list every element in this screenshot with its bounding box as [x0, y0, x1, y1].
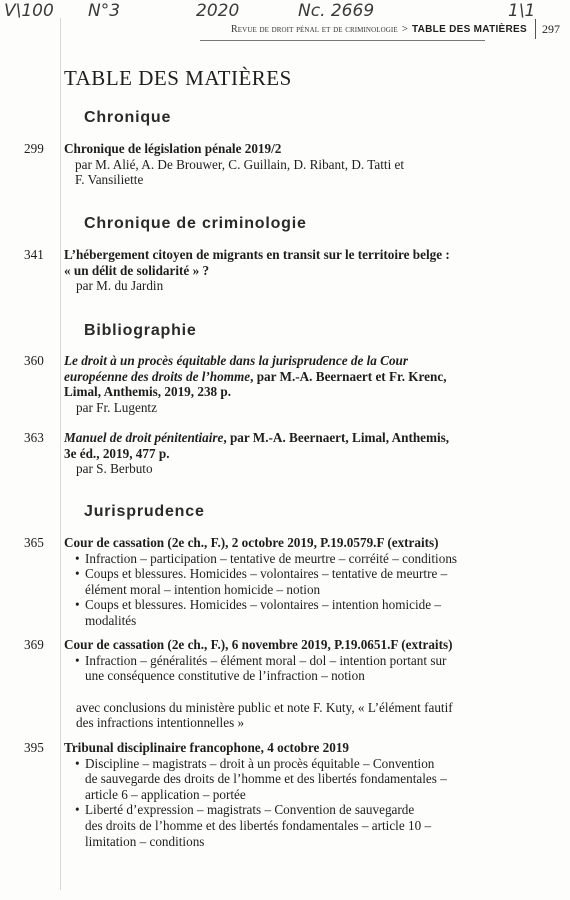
- bullet-cont: une conséquence constitutive de l’infraction – notion: [85, 668, 365, 684]
- header-section: TABLE DES MATIÈRES: [411, 23, 527, 35]
- entry-title-italic: européenne des droits de l’homme: [64, 368, 251, 384]
- keyword-bullet: [64, 566, 504, 582]
- header-rule: [200, 40, 485, 41]
- entry-title-cont: [64, 369, 504, 385]
- header-divider: [535, 19, 536, 39]
- entry-page: 365: [24, 535, 44, 550]
- entry-body: [64, 353, 504, 415]
- bullet-text: Coups et blessures. Homicides – volontaires – tentative de meurtre –: [85, 566, 448, 582]
- entry-body: [64, 430, 504, 477]
- bullet-icon: •: [75, 802, 80, 818]
- entry-title: Chronique de législation pénale 2019/2: [64, 141, 282, 156]
- handwritten-note-1: V\100: [4, 1, 54, 21]
- entry-authors: par M. Alié, A. De Brouwer, C. Guillain, D. Ribant, D. Tatti et: [75, 156, 405, 172]
- handwritten-note-3: 2020: [196, 1, 240, 21]
- entry-title: Cour de cassation (2e ch., F.), 2 octobre 2019, P.19.0579.F (extraits): [64, 535, 439, 550]
- entry-body: [64, 637, 504, 731]
- page-title: TABLE DES MATIÈRES: [64, 66, 292, 90]
- bullet-cont: des droits de l’homme et des libertés fondamentales – article 10 –: [85, 817, 432, 833]
- bullet-cont: élément moral – intention homicide – notion: [85, 581, 321, 597]
- keyword-bullet: [64, 802, 504, 818]
- entry-note-cont: des infractions intentionnelles »: [76, 715, 245, 731]
- section-heading-jurisprudence: Jurisprudence: [84, 503, 205, 520]
- bullet-cont: limitation – conditions: [85, 833, 205, 849]
- bullet-icon: •: [75, 597, 80, 613]
- bullet-icon: •: [75, 550, 80, 566]
- entry-body: [64, 535, 504, 629]
- keyword-bullet: [64, 597, 504, 613]
- bullet-cont: article 6 – application – portée: [85, 786, 246, 802]
- keyword-bullet: [64, 653, 504, 669]
- entry-title-rest: , par M.-A. Beernaert et Fr. Krenc,: [250, 368, 447, 384]
- entry-authors: par M. du Jardin: [76, 278, 164, 294]
- entry-title: [64, 430, 504, 446]
- bullet-text: Infraction – participation – tentative de meurtre – corréité – conditions: [85, 550, 458, 566]
- bullet-icon: •: [75, 755, 80, 771]
- entry-body: [64, 247, 504, 294]
- bullet-text: Discipline – magistrats – droit à un procès équitable – Convention: [85, 755, 435, 771]
- entry-title: Cour de cassation (2e ch., F.), 6 novembre 2019, P.19.0651.F (extraits): [64, 637, 453, 652]
- entry-publisher: 3e éd., 2019, 477 p.: [64, 445, 170, 461]
- handwritten-note-5: 1\1: [508, 1, 536, 21]
- entry-title: Tribunal disciplinaire francophone, 4 octobre 2019: [64, 740, 350, 755]
- entry-body: [64, 740, 504, 849]
- entry-page: 363: [24, 430, 44, 445]
- breadcrumb-arrow: >: [401, 23, 408, 35]
- running-header: [231, 18, 560, 40]
- entry-page: 360: [24, 353, 44, 368]
- entry-title-italic: Manuel de droit pénitentiaire: [64, 430, 224, 445]
- entry-page: 395: [24, 740, 44, 755]
- entry-body: [64, 141, 504, 188]
- entry-note: avec conclusions du ministère public et note F. Kuty, « L’élément fautif: [76, 699, 453, 715]
- entry-page: 341: [24, 247, 44, 262]
- bullet-text: Coups et blessures. Homicides – volontaires – intention homicide –: [85, 597, 442, 613]
- entry-title-cont: « un délit de solidarité » ?: [64, 262, 210, 278]
- journal-name: Revue de droit pénal et de criminologie: [231, 23, 398, 35]
- bullet-icon: •: [75, 566, 80, 582]
- keyword-bullet: [64, 551, 504, 567]
- keyword-bullet: [64, 756, 504, 772]
- entry-reviewer: par Fr. Lugentz: [76, 399, 157, 415]
- entry-page: 369: [24, 637, 44, 652]
- margin-rule: [60, 18, 61, 890]
- bullet-cont: de sauvegarde des droits de l’homme et des libertés fondamentales –: [85, 771, 447, 787]
- entry-title: Le droit à un procès équitable dans la jurisprudence de la Cour: [64, 353, 409, 368]
- entry-title: L’hébergement citoyen de migrants en transit sur le territoire belge :: [64, 247, 450, 262]
- entry-publisher: Limal, Anthemis, 2019, 238 p.: [64, 384, 232, 400]
- section-heading-chronique: Chronique: [84, 109, 172, 126]
- handwritten-note-2: N°3: [88, 1, 121, 21]
- entry-authors-cont: F. Vansiliette: [75, 172, 144, 188]
- bullet-icon: •: [75, 652, 80, 668]
- section-heading-criminologie: Chronique de criminologie: [84, 215, 307, 232]
- entry-page: 299: [24, 141, 44, 156]
- bullet-text: Infraction – généralités – élément moral – dol – intention portant sur: [85, 652, 447, 668]
- bullet-cont: modalités: [85, 612, 137, 628]
- entry-reviewer: par S. Berbuto: [76, 461, 153, 477]
- entry-title-rest: , par M.-A. Beernaert, Limal, Anthemis,: [223, 430, 450, 445]
- handwritten-note-4: Nc. 2669: [298, 1, 375, 21]
- section-heading-bibliographie: Bibliographie: [84, 322, 197, 339]
- page-number: 297: [542, 21, 560, 36]
- bullet-text: Liberté d’expression – magistrats – Convention de sauvegarde: [85, 802, 415, 818]
